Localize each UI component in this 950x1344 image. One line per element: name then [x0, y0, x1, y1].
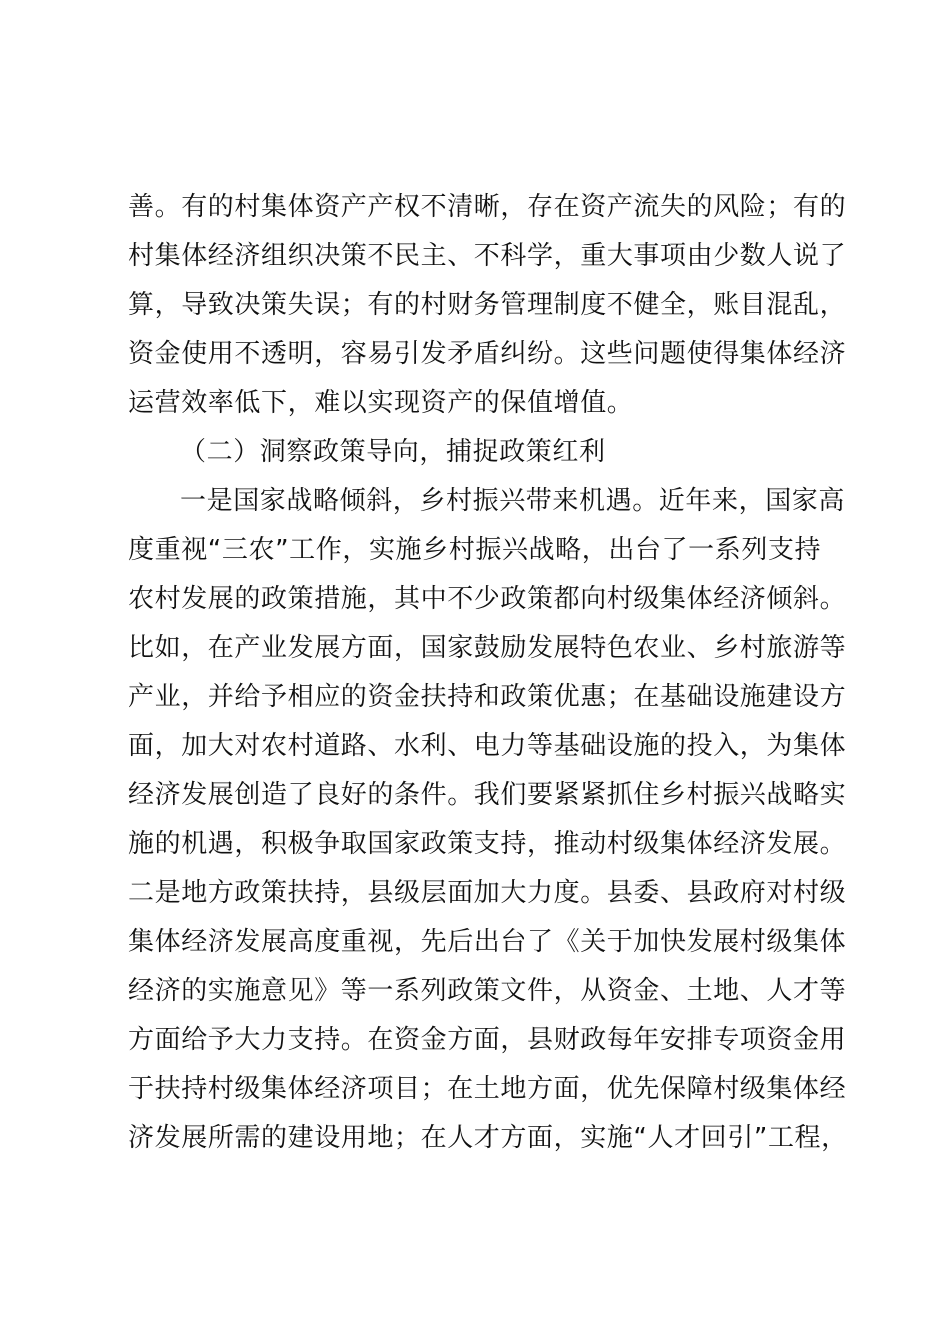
text-line: 面，加大对农村道路、水利、电力等基础设施的投入，为集体 [128, 731, 847, 761]
text-line: 施的机遇，积极争取国家政策支持，推动村级集体经济发展。 [128, 829, 847, 859]
text-line: 比如，在产业发展方面，国家鼓励发展特色农业、乡村旅游等 [128, 633, 847, 663]
text-line: 济发展所需的建设用地；在人才方面，实施“人才回引”工程， [128, 1123, 848, 1153]
text-line: 村集体经济组织决策不民主、不科学，重大事项由少数人说了 [128, 241, 847, 271]
text-line: 算，导致决策失误；有的村财务管理制度不健全，账目混乱， [128, 290, 847, 320]
text-line: 经济发展创造了良好的条件。我们要紧紧抓住乡村振兴战略实 [128, 780, 847, 810]
paragraph-first-line: 一是国家战略倾斜，乡村振兴带来机遇。近年来，国家高 [180, 486, 846, 516]
text-line: 方面给予大力支持。在资金方面，县财政每年安排专项资金用 [128, 1025, 847, 1055]
text-line: 农村发展的政策措施，其中不少政策都向村级集体经济倾斜。 [128, 584, 847, 614]
text-line: 度重视“三农”工作，实施乡村振兴战略，出台了一系列支持 [128, 535, 822, 565]
text-line: 集体经济发展高度重视，先后出台了《关于加快发展村级集体 [128, 927, 847, 957]
text-line: 善。有的村集体资产产权不清晰，存在资产流失的风险；有的 [128, 192, 847, 222]
text-line: 运营效率低下，难以实现资产的保值增值。 [128, 388, 634, 418]
text-line: 二是地方政策扶持，县级层面加大力度。县委、县政府对村级 [128, 878, 847, 908]
text-line: 产业，并给予相应的资金扶持和政策优惠；在基础设施建设方 [128, 682, 847, 712]
text-line: 于扶持村级集体经济项目；在土地方面，优先保障村级集体经 [128, 1074, 847, 1104]
text-line: 资金使用不透明，容易引发矛盾纠纷。这些问题使得集体经济 [128, 339, 847, 369]
text-line: 经济的实施意见》等一系列政策文件，从资金、土地、人才等 [128, 976, 847, 1006]
section-heading: （二）洞察政策导向，捕捉政策红利 [180, 437, 606, 467]
